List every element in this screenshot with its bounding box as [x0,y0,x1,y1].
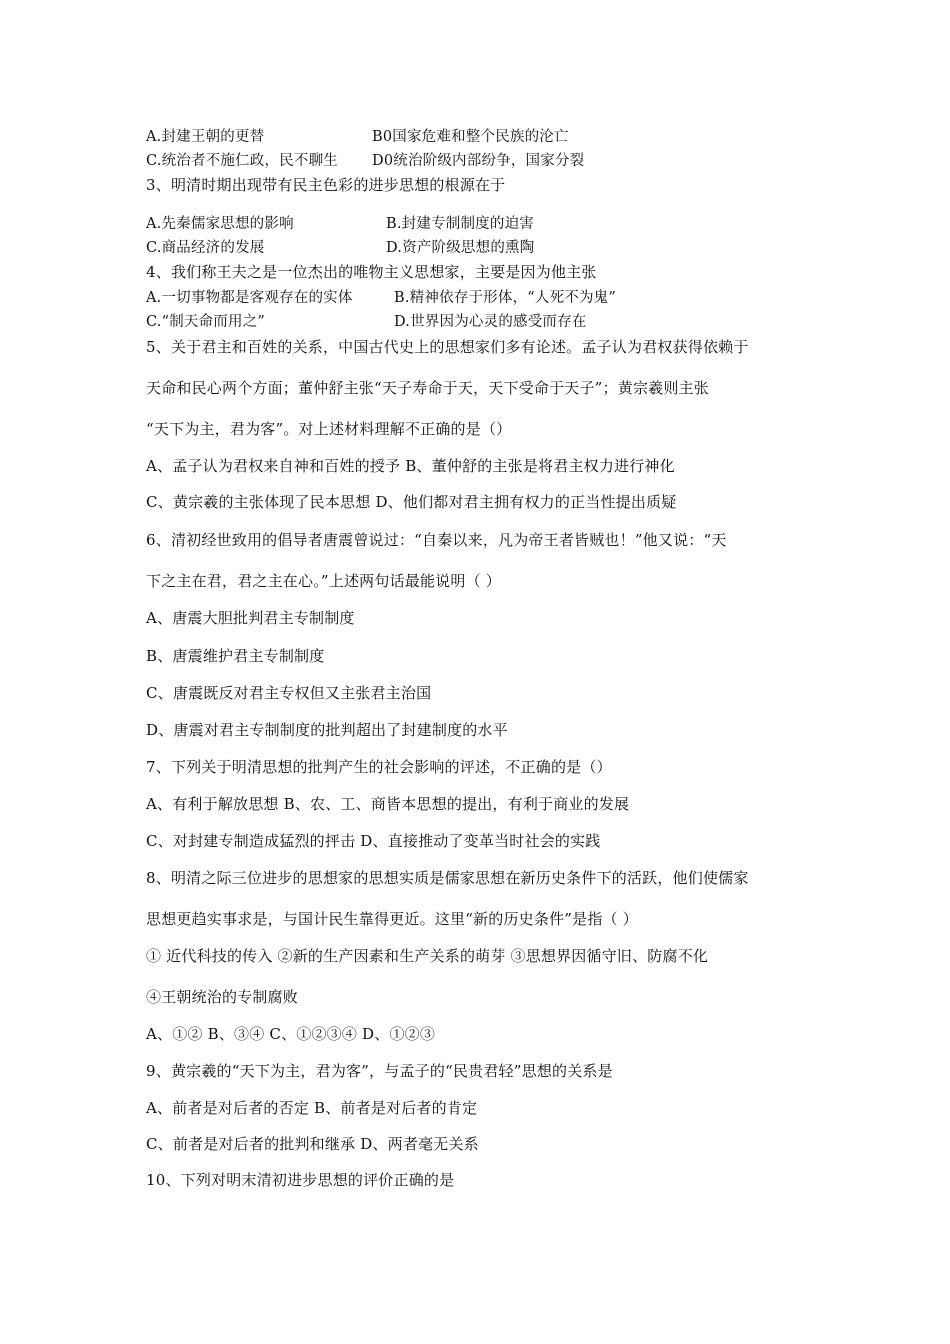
q10-stem: 10、下列对明末清初进步思想的评价正确的是 [146,1171,455,1189]
q2-option-d: D0统治阶级内部纷争，国家分裂 [372,153,585,169]
q8-items-line-2: ④王朝统治的专制腐败 [146,988,299,1006]
q9-options-ab: A、前者是对后者的否定 B、前者是对后者的肯定 [146,1099,478,1117]
q8-options: A、①② B、③④ C、①②③④ D、①②③ [146,1025,436,1043]
q2-option-b: B0国家危难和整个民族的沦亡 [372,129,569,145]
q5-stem-line-1: 5、关于君主和百姓的关系，中国古代史上的思想家们多有论述。孟子认为君权获得依赖于 [146,338,749,356]
q7-options-ab: A、有利于解放思想 B、农、工、商皆本思想的提出，有利于商业的发展 [146,795,630,813]
q2-options-cd [146,151,585,171]
q3-option-d: D.资产阶级思想的熏陶 [386,240,535,256]
q3-option-c: C.商品经济的发展 [146,240,265,256]
q7-stem: 7、下列关于明清思想的批判产生的社会影响的评述，不正确的是（） [146,758,612,776]
q8-items-line-1: ① 近代科技的传入 ②新的生产因素和生产关系的萌芽 ③思想界因循守旧、防腐不化 [146,947,709,965]
q6-stem-line-2: 下之主在君，君之主在心。”上述两句话最能说明（ ） [146,572,501,590]
q3-options-cd [146,238,535,258]
q4-option-b: B.精神依存于形体，“人死不为鬼” [394,290,616,306]
q2-option-a: A.封建王朝的更替 [146,129,265,145]
q4-option-c: C.“制天命而用之” [146,314,266,330]
q4-option-d: D.世界因为心灵的感受而存在 [394,314,587,330]
q6-option-c: C、唐震既反对君主专权但又主张君主治国 [146,684,432,702]
q3-option-a: A.先秦儒家思想的影响 [146,216,294,232]
q5-options-cd: C、黄宗羲的主张体现了民本思想 D、他们都对君主拥有权力的正当性提出质疑 [146,493,677,511]
q9-stem: 9、黄宗羲的“天下为主，君为客”，与孟子的“民贵君轻”思想的关系是 [146,1062,613,1080]
q5-stem-line-3: “天下为主，君为客”。对上述材料理解不正确的是（） [146,420,512,438]
q4-option-a: A.一切事物都是客观存在的实体 [146,290,353,306]
q4-options-ab [146,288,616,308]
q6-option-a: A、唐震大胆批判君主专制制度 [146,609,355,627]
q2-options-ab [146,127,569,147]
q6-stem-line-1: 6、清初经世致用的倡导者唐震曾说过：“自秦以来，凡为帝王者皆贼也！”他又说：“天 [146,531,727,549]
q6-option-d: D、唐震对君主专制制度的批判超出了封建制度的水平 [146,721,508,739]
q8-stem-line-1: 8、明清之际三位进步的思想家的思想实质是儒家思想在新历史条件下的活跃，他们使儒家 [146,869,749,887]
q4-stem: 4、我们称王夫之是一位杰出的唯物主义思想家，主要是因为他主张 [146,263,597,281]
q4-options-cd [146,312,587,332]
q2-option-c: C.统治者不施仁政，民不聊生 [146,153,338,169]
q9-options-cd: C、前者是对后者的批判和继承 D、两者毫无关系 [146,1135,479,1153]
q6-option-b: B、唐震维护君主专制制度 [146,647,325,665]
q3-stem: 3、明清时期出现带有民主色彩的进步思想的根源在于 [146,176,506,194]
q8-stem-line-2: 思想更趋实事求是，与国计民生靠得更近。这里“新的历史条件”是指（ ） [146,910,638,928]
q3-option-b: B.封建专制制度的迫害 [386,216,534,232]
q5-options-ab: A、孟子认为君权来自神和百姓的授予 B、董仲舒的主张是将君主权力进行神化 [146,457,675,475]
q7-options-cd: C、对封建专制造成猛烈的抨击 D、直接推动了变革当时社会的实践 [146,832,601,850]
q3-options-ab [146,214,534,234]
q5-stem-line-2: 天命和民心两个方面；董仲舒主张“天子寿命于天，天下受命于天子”；黄宗羲则主张 [146,379,709,397]
